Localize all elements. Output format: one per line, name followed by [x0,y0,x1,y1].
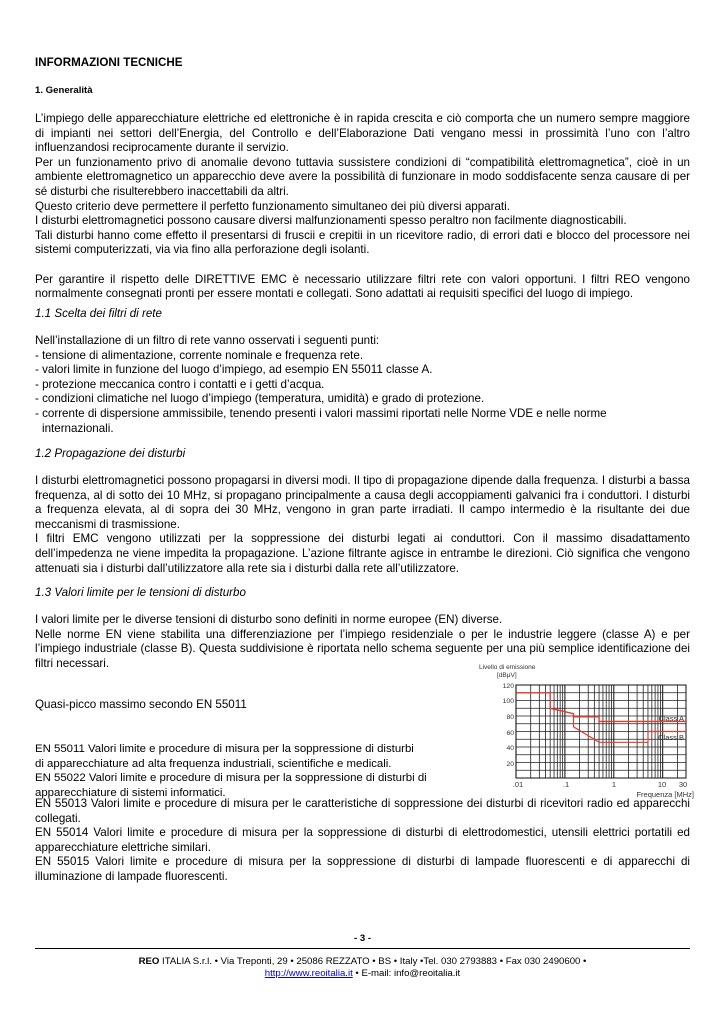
section-1-body [35,112,690,302]
section-heading-scelta: 1.1 Scelta dei filtri di rete [35,307,162,320]
norms-wide [35,797,690,885]
paragraph: I disturbi elettromagnetici possono propagarsi in diversi modi. Il tipo di propagazione dipende dalla frequenza. I disturbi a bassa frequenza, al di sotto dei 10 MHz, si propagano principalmente a causa degli accoppiamenti galvanici fra i conduttori. I disturbi a frequenza elevata, al di sopra dei 30 MHz, vengono in gran parte irradiati. Il campo intermedio è la risultante dei due meccanismi di trasmissione. [35,474,690,531]
y-axis-label-line2: [dBµV] [497,672,517,679]
norm-paragraph: EN 55014 Valori limite e procedure di misura per la soppressione di disturbi di elettrodomestici, utensili elettrici portatili ed apparecchiature elettriche similari. [35,826,690,854]
svg-text:80: 80 [506,714,514,721]
y-axis-label-line1: Livello di emissione [479,664,536,671]
company-details: ITALIA S.r.l. • Via Treponti, 29 • 25086 REZZATO • BS • Italy •Tel. 030 2793883 • Fax 030 2490600 • [159,956,587,967]
paragraph: Questo criterio deve permettere il perfetto funzionamento simultaneo dei più diversi apparati. [35,199,510,213]
list-item: - valori limite in funzione del luogo d’impiego, ad esempio EN 55011 classe A. [35,363,433,377]
section-heading-propagazione: 1.2 Propagazione dei disturbi [35,447,186,460]
paragraph: Per un funzionamento privo di anomalie devono tuttavia sussistere condizioni di “compatibilità elettromagnetica”, cioè in un ambiente elettromagnetico un apparecchio deve avere la possibilità di funzionare in modo soddisfacente senza causare di per sé disturbi che risulterebbero inaccettabili da altri. [35,155,690,198]
class-a-label: Class A [658,714,684,723]
svg-text:60: 60 [506,730,514,737]
paragraph: Per garantire il rispetto delle DIRETTIVE EMC è necessario utilizzare filtri rete con valori opportuni. I filtri REO vengono normalmente consegnati pronti per essere montati e collegati. Sono adattati ai requisiti specifici del luogo di impiego. [35,272,690,301]
list-item: - condizioni climatiche nel luogo d’impiego (temperatura, umidità) e grado di protezione. [35,392,485,406]
list-item-continuation: internazionali. [42,421,114,435]
section-1-3 [35,586,690,671]
norm-line: EN 55022 Valori limite e procedure di misura per la soppressione di disturbi di [35,772,427,785]
paragraph: Tali disturbi hanno come effetto il presentarsi di fruscii e crepitii in un ricevitore radio, di errori dati e blocco del processore nei sistemi computerizzati, via via fino alla perforazione degli isolanti. [35,228,690,257]
page-number: - 3 - [353,933,372,944]
norm-paragraph: EN 55013 Valori limite e procedure di misura per le caratteristiche di soppressione dei disturbi di ricevitori radio ed apparecchi collegati. [35,797,690,825]
svg-text:120: 120 [502,683,514,690]
norm-line: apparecchiature di sistemi informatici. [35,786,226,799]
company-name: REO [138,956,160,967]
svg-text:20: 20 [506,761,514,768]
class-b-label: Class B [658,733,684,742]
svg-text:40: 40 [506,745,514,752]
norm-line: di apparecchiature ad alta frequenza industriali, scientifiche e medicali. [35,757,392,770]
website-link[interactable]: http://www.reoitalia.it [264,968,353,979]
norm-paragraph: EN 55015 Valori limite e procedure di misura per la soppressione di disturbi di lampade fluorescenti e di apparecchi di illuminazione di lampade fluorescenti. [35,855,690,883]
requirements-list [35,349,690,437]
x-tick-labels [513,780,687,789]
paragraph: Nelle norme EN viene stabilita una differenziazione per l’impiego residenziale o per le industrie leggere (classe A) e per l’impiego industriale (classe B). Questa suddivisione è riportata nello schema seguente per una più semplice identificazione dei filtri necessari. [35,627,690,670]
svg-text:.1: .1 [562,780,570,789]
section-1-1 [35,307,690,436]
paragraph: I filtri EMC vengono utilizzati per la soppressione dei disturbi legati ai conduttori. Con il massimo disadattamento dell’impedenza ne viene impedita la propagazione. L’azione filtrante agisce in entrambe le direzioni. Ciò significa che vengono attenuati sia i disturbi dall’utilizzatore alla rete sia i disturbi dalla rete all’utilizzatore. [35,532,690,575]
emission-limits-chart [470,660,700,800]
list-item: - corrente di dispersione ammissibile, tenendo presenti i valori massimi riportati nelle Norme VDE e nelle norme [35,406,607,420]
x-axis-label: Frequenza [MHz] [636,790,694,799]
section-1-2 [35,447,690,576]
y-tick-labels [503,683,515,768]
paragraph: I disturbi elettromagnetici possono causare diversi malfunzionamenti spesso peraltro non facilmente diagnosticabili. [35,214,627,228]
section-heading-valori-limite: 1.3 Valori limite per le tensioni di disturbo [35,586,246,599]
footer-address [0,956,725,967]
section-heading-generalita: 1. Generalità [35,85,93,96]
norm-line: EN 55011 Valori limite e procedure di misura per la soppressione di disturbi [35,743,414,755]
footer-contacts [0,968,725,979]
paragraph: I valori limite per le diverse tensioni di disturbo sono definiti in norme europee (EN) diverse. [35,613,503,626]
list-item: - protezione meccanica contro i contatti e i getti d’acqua. [35,377,325,391]
svg-text:30: 30 [678,780,688,789]
svg-text:1: 1 [611,780,617,789]
svg-text:100: 100 [502,698,514,705]
paragraph: L’impiego delle apparecchiature elettriche ed elettroniche è in rapida crescita e ciò comporta che un numero sempre maggiore di impianti nei settori dell’Energia, del Controllo e dell’Elaborazione Dati vengano messi in prossimità l’uno con l’altro influenzandosi reciprocamente durante il servizio. [35,112,690,155]
chart-caption: Quasi-picco massimo secondo EN 55011 [35,698,247,711]
norms-narrow [35,742,465,800]
svg-text:.01: .01 [512,780,524,789]
list-item: - tensione di alimentazione, corrente nominale e frequenza rete. [35,348,364,362]
chart-svg [470,660,700,800]
page-title: INFORMAZIONI TECNICHE [35,56,183,69]
footer-divider [35,948,690,949]
email-text: • E-mail: info@reoitalia.it [352,968,461,979]
svg-text:10: 10 [657,780,667,789]
list-intro: Nell’installazione di un filtro di rete vanno osservati i seguenti punti: [35,334,380,347]
